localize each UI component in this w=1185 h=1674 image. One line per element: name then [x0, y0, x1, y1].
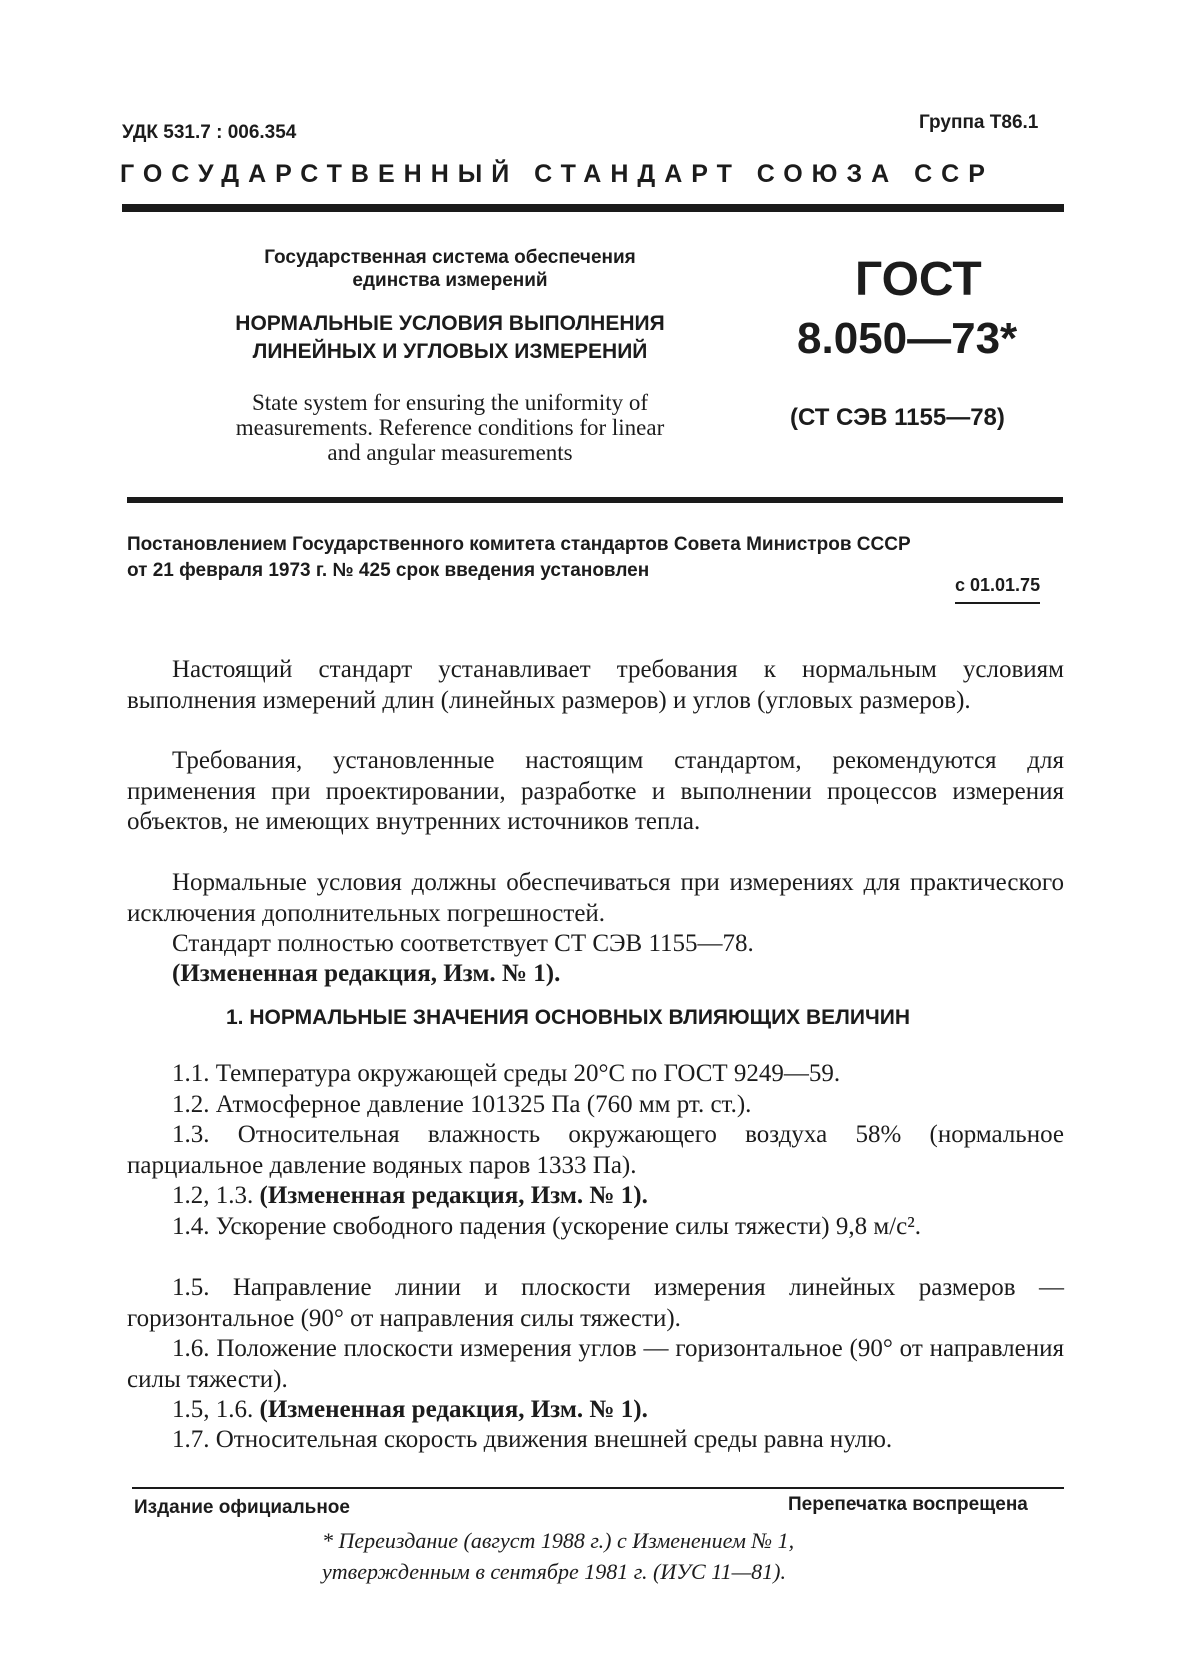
decree-block: [127, 532, 1063, 584]
english-line-1: State system for ensuring the uniformity of: [251, 390, 649, 415]
standard-title: [210, 310, 690, 366]
footnote-line-1: * Переиздание (август 1988 г.) с Изменением № 1,: [322, 1528, 795, 1553]
gost-label: ГОСТ: [855, 253, 982, 306]
amendment-clause-numbers: 1.2, 1.3.: [172, 1182, 254, 1209]
title-line-2: ЛИНЕЙНЫХ И УГЛОВЫХ ИЗМЕРЕНИЙ: [252, 340, 648, 363]
group-code: Группа Т86.1: [919, 112, 1039, 133]
udk-code: УДК 531.7 : 006.354: [122, 122, 297, 143]
decree-line-2: от 21 февраля 1973 г. № 425 срок введения установлен: [127, 560, 650, 581]
system-line-1: Государственная система обеспечения: [264, 247, 636, 268]
gost-number: 8.050—73*: [797, 314, 1018, 363]
footnote-line-2: утвержденным в сентябре 1981 г. (ИУС 11—81).: [322, 1559, 786, 1584]
section-1-heading: 1. НОРМАЛЬНЫЕ ЗНАЧЕНИЯ ОСНОВНЫХ ВЛИЯЮЩИХ ВЕЛИЧИН: [226, 1006, 911, 1029]
clause-1-3: 1.3. Относительная влажность окружающего воздуха 58% (нормальное парциальное давление водяных паров 1333 Па).: [127, 1121, 1064, 1179]
clause-1-5-1-6-amendment: [127, 1395, 1064, 1426]
intro-amendment-note: (Измененная редакция, Изм. № 1).: [172, 960, 561, 987]
english-title: [190, 390, 710, 465]
footer-rule: [132, 1487, 1064, 1489]
english-line-2: measurements. Reference conditions for linear: [235, 415, 665, 440]
title-line-1: НОРМАЛЬНЫЕ УСЛОВИЯ ВЫПОЛНЕНИЯ: [235, 312, 665, 335]
reprint-prohibited-label: Перепечатка воспрещена: [788, 1494, 1028, 1515]
intro-paragraph-4: Стандарт полностью соответствует СТ СЭВ 1155—78.: [172, 930, 754, 957]
clause-1-7: 1.7. Относительная скорость движения внешней среды равна нулю.: [172, 1426, 893, 1453]
intro-paragraph-2: Требования, установленные настоящим стандартом, рекомендуются для применения при проектировании, разработке и выполнении процессов измерения объектов, не имеющих внутренних источников тепла.: [127, 747, 1064, 835]
clause-1-2-1-3-amendment: [127, 1181, 1064, 1212]
state-standard-banner: ГОСУДАРСТВЕННЫЙ СТАНДАРТ СОЮЗА ССР: [120, 160, 994, 188]
clause-1-1: 1.1. Температура окружающей среды 20°С по ГОСТ 9249—59.: [172, 1060, 841, 1087]
decree-line-1: Постановлением Государственного комитета стандартов Совета Министров СССР: [127, 534, 911, 555]
clause-1-5: 1.5. Направление линии и плоскости измерения линейных размеров — горизонтальное (90° от направления силы тяжести).: [127, 1274, 1064, 1332]
amendment-note: (Измененная редакция, Изм. № 1).: [259, 1396, 648, 1423]
system-name: [210, 246, 690, 292]
header-rule: [122, 204, 1064, 212]
reissue-footnote: [322, 1525, 794, 1587]
english-line-3: and angular measurements: [327, 440, 573, 465]
effective-date: с 01.01.75: [955, 575, 1040, 604]
amendment-clause-numbers: 1.5, 1.6.: [172, 1396, 254, 1423]
intro-paragraph-1: Настоящий стандарт устанавливает требования к нормальным условиям выполнения измерений длин (линейных размеров) и углов (угловых размеров).: [127, 656, 1064, 714]
amendment-note: (Измененная редакция, Изм. № 1).: [259, 1182, 648, 1209]
system-line-2: единства измерений: [352, 270, 548, 291]
cmea-reference: (СТ СЭВ 1155—78): [790, 404, 1005, 431]
clause-1-2: 1.2. Атмосферное давление 101325 Па (760 мм рт. ст.).: [172, 1091, 752, 1118]
clause-1-4: 1.4. Ускорение свободного падения (ускорение силы тяжести) 9,8 м/с².: [172, 1213, 921, 1240]
intro-paragraph-3: Нормальные условия должны обеспечиваться при измерениях для практического исключения дополнительных погрешностей.: [127, 869, 1064, 927]
clause-1-6: 1.6. Положение плоскости измерения углов — горизонтальное (90° от направления силы тяжести).: [127, 1335, 1064, 1393]
official-edition-label: Издание официальное: [134, 1497, 350, 1518]
title-rule: [127, 497, 1063, 503]
